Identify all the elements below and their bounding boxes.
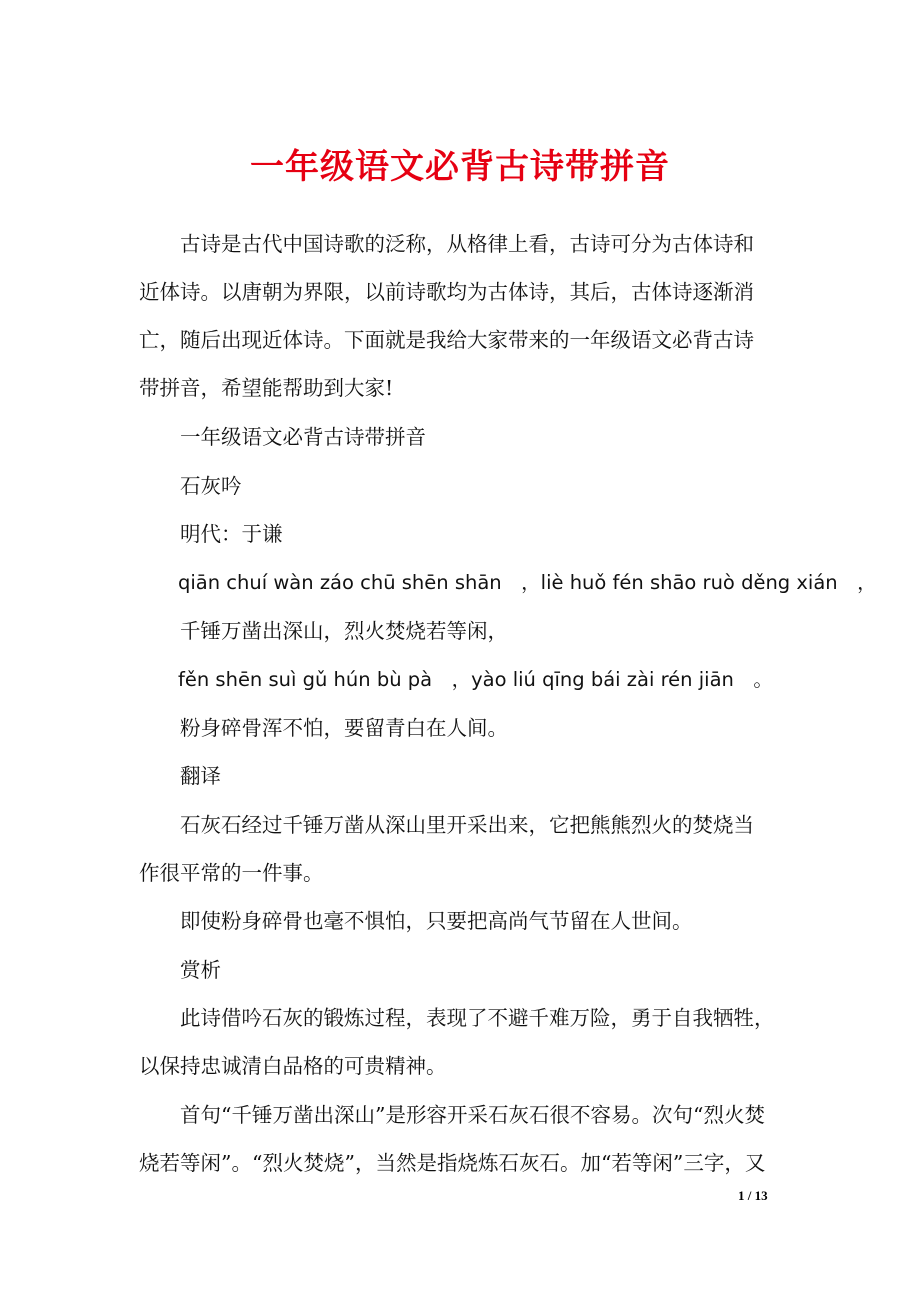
document-title: 一年级语文必背古诗带拼音 xyxy=(250,147,670,187)
poem-line: 千锤万凿出深山，烈火焚烧若等闲， xyxy=(139,619,508,643)
page-number: 1 / 13 xyxy=(738,1188,768,1203)
section-heading: 一年级语文必背古诗带拼音 xyxy=(139,425,426,449)
paragraph-line: 以保持忠诚清白品格的可贵精神。 xyxy=(139,1054,447,1078)
paragraph-line: 古诗是古代中国诗歌的泛称，从格律上看，古诗可分为古体诗和 xyxy=(139,232,754,256)
paragraph-line: 亡，随后出现近体诗。下面就是我给大家带来的一年级语文必背古诗 xyxy=(139,328,754,352)
section-heading: 翻译 xyxy=(139,764,221,788)
poem-author: 明代：于谦 xyxy=(139,522,283,546)
paragraph-line: 作很平常的一件事。 xyxy=(139,861,324,885)
paragraph-line: 近体诗。以唐朝为界限，以前诗歌均为古体诗，其后，古体诗逐渐消 xyxy=(139,280,754,304)
poem-line: 粉身碎骨浑不怕，要留青白在人间。 xyxy=(139,716,508,740)
paragraph-line: 此诗借吟石灰的锻炼过程，表现了不避千难万险，勇于自我牺牲， xyxy=(139,1006,775,1030)
paragraph-line: 石灰石经过千锤万凿从深山里开采出来，它把熊熊烈火的焚烧当 xyxy=(139,813,754,837)
paragraph-line: 带拼音，希望能帮助到大家! xyxy=(139,376,394,400)
poem-title: 石灰吟 xyxy=(139,474,242,498)
paragraph-line: 烧若等闲”。“烈火焚烧”，当然是指烧炼石灰石。加“若等闲”三字，又 xyxy=(139,1151,766,1175)
pinyin-line: fěn shēn suì gǔ hún bù pà ，yào liú qīng bái zài rén jiān 。 xyxy=(139,668,773,691)
pinyin-line: qiān chuí wàn záo chū shēn shān ，liè huǒ fén shāo ruò děng xián ， xyxy=(139,571,877,594)
paragraph-line: 即使粉身碎骨也毫不惧怕，只要把高尚气节留在人世间。 xyxy=(139,909,693,933)
paragraph-line: 首句“千锤万凿出深山”是形容开采石灰石很不容易。次句“烈火焚 xyxy=(139,1103,765,1127)
section-heading: 赏析 xyxy=(139,958,221,982)
